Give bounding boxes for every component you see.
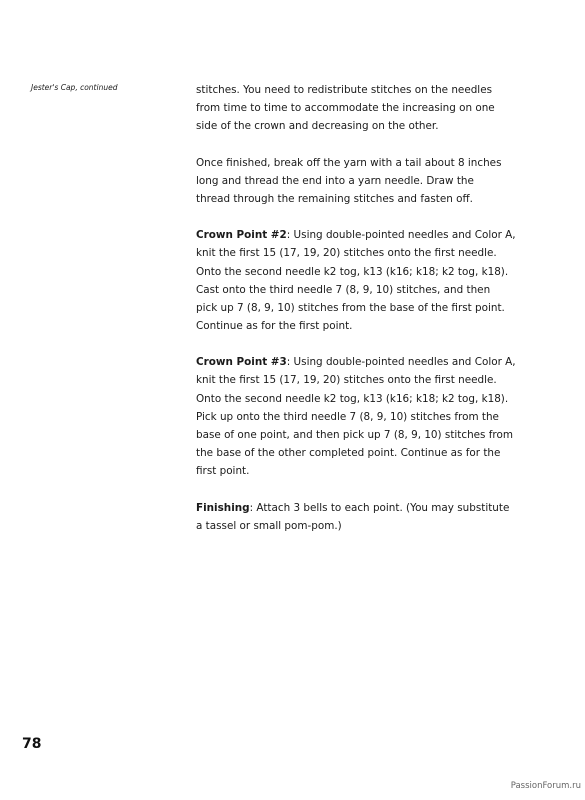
page-number: 78 [22, 736, 42, 752]
text-line: knit the first 15 (17, 19, 20) stitches onto the first needle. [196, 374, 497, 387]
text-line [196, 226, 531, 244]
text-line [196, 499, 531, 517]
paragraph-continued-stitches [196, 81, 531, 136]
section-heading-crown-point-3: Crown Point #3 [196, 356, 287, 369]
text-line: knit the first 15 (17, 19, 20) stitches onto the first needle. [196, 247, 497, 260]
paragraph-fasten-off [196, 154, 531, 209]
text-run: : Using double-pointed needles and Color A, [286, 229, 516, 242]
paragraph-crown-point-2 [196, 226, 531, 335]
text-line: stitches. You need to redistribute stitches on the needles [196, 84, 493, 96]
text-line: Onto the second needle k2 tog, k13 (k16; k18; k2 tog, k18). [196, 392, 509, 405]
text-line: first point. [196, 465, 250, 478]
running-head: Jester's Cap, continued [31, 83, 118, 92]
text-line: long and thread the end into a yarn needle. Draw the [196, 174, 474, 187]
text-line: base of one point, and then pick up 7 (8, 9, 10) stitches from [196, 429, 513, 441]
paragraph-finishing [196, 499, 531, 535]
text-run: : Using double-pointed needles and Color A, [286, 356, 516, 369]
text-line: Onto the second needle k2 tog, k13 (k16; k18; k2 tog, k18). [196, 265, 509, 278]
text-line [196, 353, 531, 371]
body-text [196, 81, 531, 553]
text-line: Continue as for the first point. [196, 320, 353, 333]
text-line: side of the crown and decreasing on the other. [196, 120, 439, 133]
text-line: Once finished, break off the yarn with a tail about 8 inches [196, 156, 502, 169]
watermark: PassionForum.ru [510, 781, 581, 791]
text-line: pick up 7 (8, 9, 10) stitches from the base of the first point. [196, 301, 505, 314]
section-heading-finishing: Finishing [196, 501, 250, 514]
text-line: a tassel or small pom-pom.) [196, 519, 342, 532]
paragraph-crown-point-3 [196, 353, 531, 480]
text-line: Cast onto the third needle 7 (8, 9, 10) stitches, and then [196, 283, 491, 296]
text-run: : Attach 3 bells to each point. (You may substitute [249, 501, 510, 514]
text-line: Pick up onto the third needle 7 (8, 9, 10) stitches from the [196, 410, 499, 423]
text-line: from time to time to accommodate the increasing on one [196, 102, 495, 115]
text-line: the base of the other completed point. Continue as for the [196, 447, 501, 460]
text-line: thread through the remaining stitches and fasten off. [196, 192, 473, 205]
section-heading-crown-point-2: Crown Point #2 [196, 229, 287, 242]
